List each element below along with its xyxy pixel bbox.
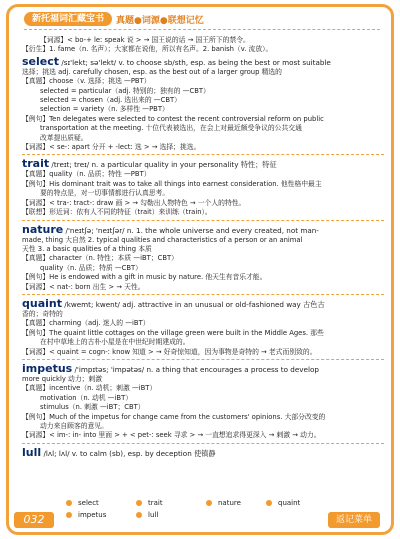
headword[interactable]: nature [22, 222, 64, 236]
entry-line: selected = chosen（adj. 选出来的 —CBT） [40, 96, 181, 105]
entry-line: 改革提出质疑。 [40, 133, 88, 142]
entry-divider [22, 294, 384, 295]
checklist-item[interactable]: lull [136, 509, 158, 521]
checklist-item[interactable]: impetus [66, 509, 106, 521]
bullet-icon [136, 512, 142, 518]
entry-line: 【词源】< quaint = cogn-: know 知道 > → 好奇惊知道，因为事物是奇特的 → 老式而别致的。 [22, 347, 317, 356]
headword-row [22, 297, 384, 310]
entry-line: 【例句】Ten delegates were selected to contest the recent controversial reform on public [22, 114, 324, 123]
entry-line: 【词源】< tra-: tract-: draw 画 > → 勾勒出人物特色 → 一个人的特性。 [22, 198, 246, 207]
definition: /treɪt; treɪ/ n. a particular quality in your personality 特性；特征 [49, 160, 277, 170]
entry-line: 【词源】< nat-: born 出生 > → 天性。 [22, 282, 145, 291]
bullet-icon [66, 500, 72, 506]
headword-row [22, 157, 384, 170]
definition: /sɪ'lekt; sə'lekt/ v. to choose sb/sth, esp. as being the best or most suitable [59, 57, 331, 67]
review-menu-button[interactable]: 返记菜单 [328, 512, 380, 528]
definition: /'neɪtʃə; 'neɪtʃər/ n. 1. the whole universe and every created, not man- [63, 225, 319, 235]
section-subtitle: 真题●词源●联想记忆 [116, 16, 204, 26]
checklist-item[interactable]: trait [136, 497, 163, 509]
checklist-item[interactable]: nature [206, 497, 241, 509]
headword[interactable]: trait [22, 157, 50, 171]
entry-line: 【真题】character（n. 特性；本质 —iBT；CBT） [22, 254, 178, 263]
headword-row [22, 223, 384, 236]
book-title-badge: 新托福词汇藏宝书 [24, 12, 112, 26]
entry-line: motivation（n. 动机 —iBT） [40, 393, 133, 402]
entry-line: stimulus（n. 刺激 —iBT；CBT） [40, 403, 145, 412]
entry-line: 【真题】charming（adj. 迷人的 —iBT） [22, 319, 150, 328]
entry-line: made, thing 大自然 2. typical qualities and characteristics of a person or an animal [22, 235, 303, 244]
entry-line: selected = particular（adj. 特别的；独有的 —CBT） [40, 86, 210, 95]
page-footer [14, 494, 386, 532]
entry-line: 【词源】< se-: apart 分开 + -lect: 选 > → 选择；挑选。 [22, 143, 201, 152]
entry-line: 香的；奇特的 [22, 309, 63, 318]
entry-list [22, 36, 384, 459]
definition: /kwemt; kwent/ adj. attractive in an unusual or old-fashioned way 古色古 [62, 299, 325, 309]
entry-line: 【例句】His dominant trait was to take all things into earnest consideration. 他性格中最主 [22, 179, 322, 188]
entry-line: quality（n. 品质；特质 —CBT） [40, 263, 142, 272]
headword-row [22, 446, 384, 459]
entry-line: 【衍生】1. fame（n. 名声）；大家都在说他，所以有名声。2. banish（v. 流放）。 [22, 45, 273, 54]
entry-divider [22, 154, 384, 155]
entry-line: 天性 3. a basic qualities of a thing 本质 [22, 244, 152, 253]
entry-line: 【例句】The quaint little cottages on the village green were built in the Middle Ages. 那些 [22, 328, 324, 337]
entry-line: 【真题】quality（n. 品质；特性 —PBT） [22, 170, 151, 179]
entry-line: transportation at the meeting. 十位代表被选出，在会上对最近颇受争议的公共交通 [40, 124, 302, 133]
entry-line: 【词源】< bo-+ le: speak 说 > → 国王说的话 → 国王所下的禁令。 [40, 36, 250, 44]
header-divider [24, 29, 380, 30]
bullet-icon [136, 500, 142, 506]
entry-line: 【例句】Much of the impetus for change came from the customers' opinions. 大部分改变的 [22, 412, 326, 421]
entry-divider [22, 220, 384, 221]
entry-line: 要的特点是，对一切事情都进行认真思考。 [40, 189, 170, 198]
definition: /lʌl; lʌl/ v. to calm (sb), esp. by deception 使镇静 [41, 448, 216, 458]
checklist-item[interactable]: quaint [266, 497, 300, 509]
page-header [24, 12, 380, 30]
headword[interactable]: quaint [22, 296, 62, 310]
headword[interactable]: lull [22, 445, 42, 459]
entry-divider [22, 359, 384, 360]
page-number: 032 [14, 512, 54, 528]
entry-line: 【真题】choose（v. 选择；挑选 —PBT） [22, 77, 151, 86]
entry-line: 动力来自顾客的意见。 [40, 422, 108, 430]
entry-line: 选择；挑选 adj. carefully chosen, esp. as the best out of a larger group 精选的 [22, 67, 282, 76]
entry-line: 在村中草地上的古朴小屋是在中世纪时期建成的。 [40, 338, 190, 347]
entry-line: 【联想】形近词：依有人不同的特征（trait）来训练（train）。 [22, 208, 212, 217]
checklist-item[interactable]: select [66, 497, 99, 509]
definition: /'impɪtəs; 'impətəs/ n. a thing that encourages a process to develop [72, 364, 319, 374]
headword-row [22, 362, 384, 375]
entry-line: selection = variety（n. 多样性 —PBT） [40, 105, 169, 114]
entry-line: 【例句】He is endowed with a gift in music by nature. 他天生有音乐才能。 [22, 273, 267, 282]
headword[interactable]: impetus [22, 361, 73, 375]
bullet-icon [206, 500, 212, 506]
entry-line: 【词源】< im-: in- into 里面 > + < pet-: seek 寻求 > → 一直想追求得更深入 → 刺激 → 动力。 [22, 431, 321, 440]
headword[interactable]: select [22, 54, 60, 68]
bullet-icon [266, 500, 272, 506]
bullet-icon [66, 512, 72, 518]
entry-line: 【真题】incentive（n. 动机；刺激 —iBT） [22, 384, 157, 393]
headword-row [22, 55, 384, 68]
entry-line: more quickly 动力；刺激 [22, 374, 103, 383]
entry-divider [22, 443, 384, 444]
